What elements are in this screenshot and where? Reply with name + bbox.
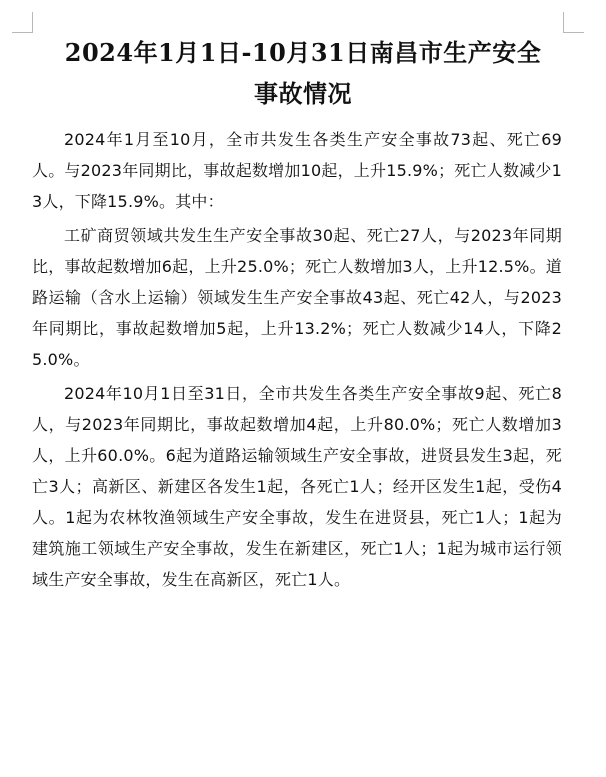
page-corner-mark bbox=[12, 12, 33, 33]
document-title-line-2: 事故情况 bbox=[254, 79, 352, 108]
page-corner-mark bbox=[563, 12, 584, 33]
paragraph-overview: 2024年1月至10月，全市共发生各类生产安全事故73起、死亡69人。与2023年同期比，事故起数增加10起，上升15.9%；死亡人数减少13人，下降15.9%。其中： bbox=[32, 130, 562, 211]
paragraph-sector-breakdown: 工矿商贸领域共发生生产安全事故30起、死亡27人，与2023年同期比，事故起数增加6起，上升25.0%；死亡人数增加3人，上升12.5%。道路运输（含水上运输）领域发生生产安全事故43起、死亡42人，与2023年同期比，事故起数增加5起，上升13.2%；死亡人数减少14人，下降25.0%。 bbox=[32, 226, 562, 369]
document-body bbox=[32, 124, 562, 598]
document-title-line-1: 2024年1月1日-10月31日南昌市生产安全 bbox=[64, 38, 542, 67]
document-title bbox=[24, 32, 582, 114]
paragraph-october-details: 2024年10月1日至31日，全市共发生各类生产安全事故9起、死亡8人，与2023年同期比，事故起数增加4起，上升80.0%；死亡人数增加3人，上升60.0%。6起为道路运输领域生产安全事故，进贤县发生3起，死亡3人；高新区、新建区各发生1起，各死亡1人；经开区发生1起，受伤4人。1起为农林牧渔领域生产安全事故，发生在进贤县，死亡1人；1起为建筑施工领域生产安全事故，发生在新建区，死亡1人；1起为城市运行领域生产安全事故，发生在高新区，死亡1人。 bbox=[32, 384, 562, 589]
